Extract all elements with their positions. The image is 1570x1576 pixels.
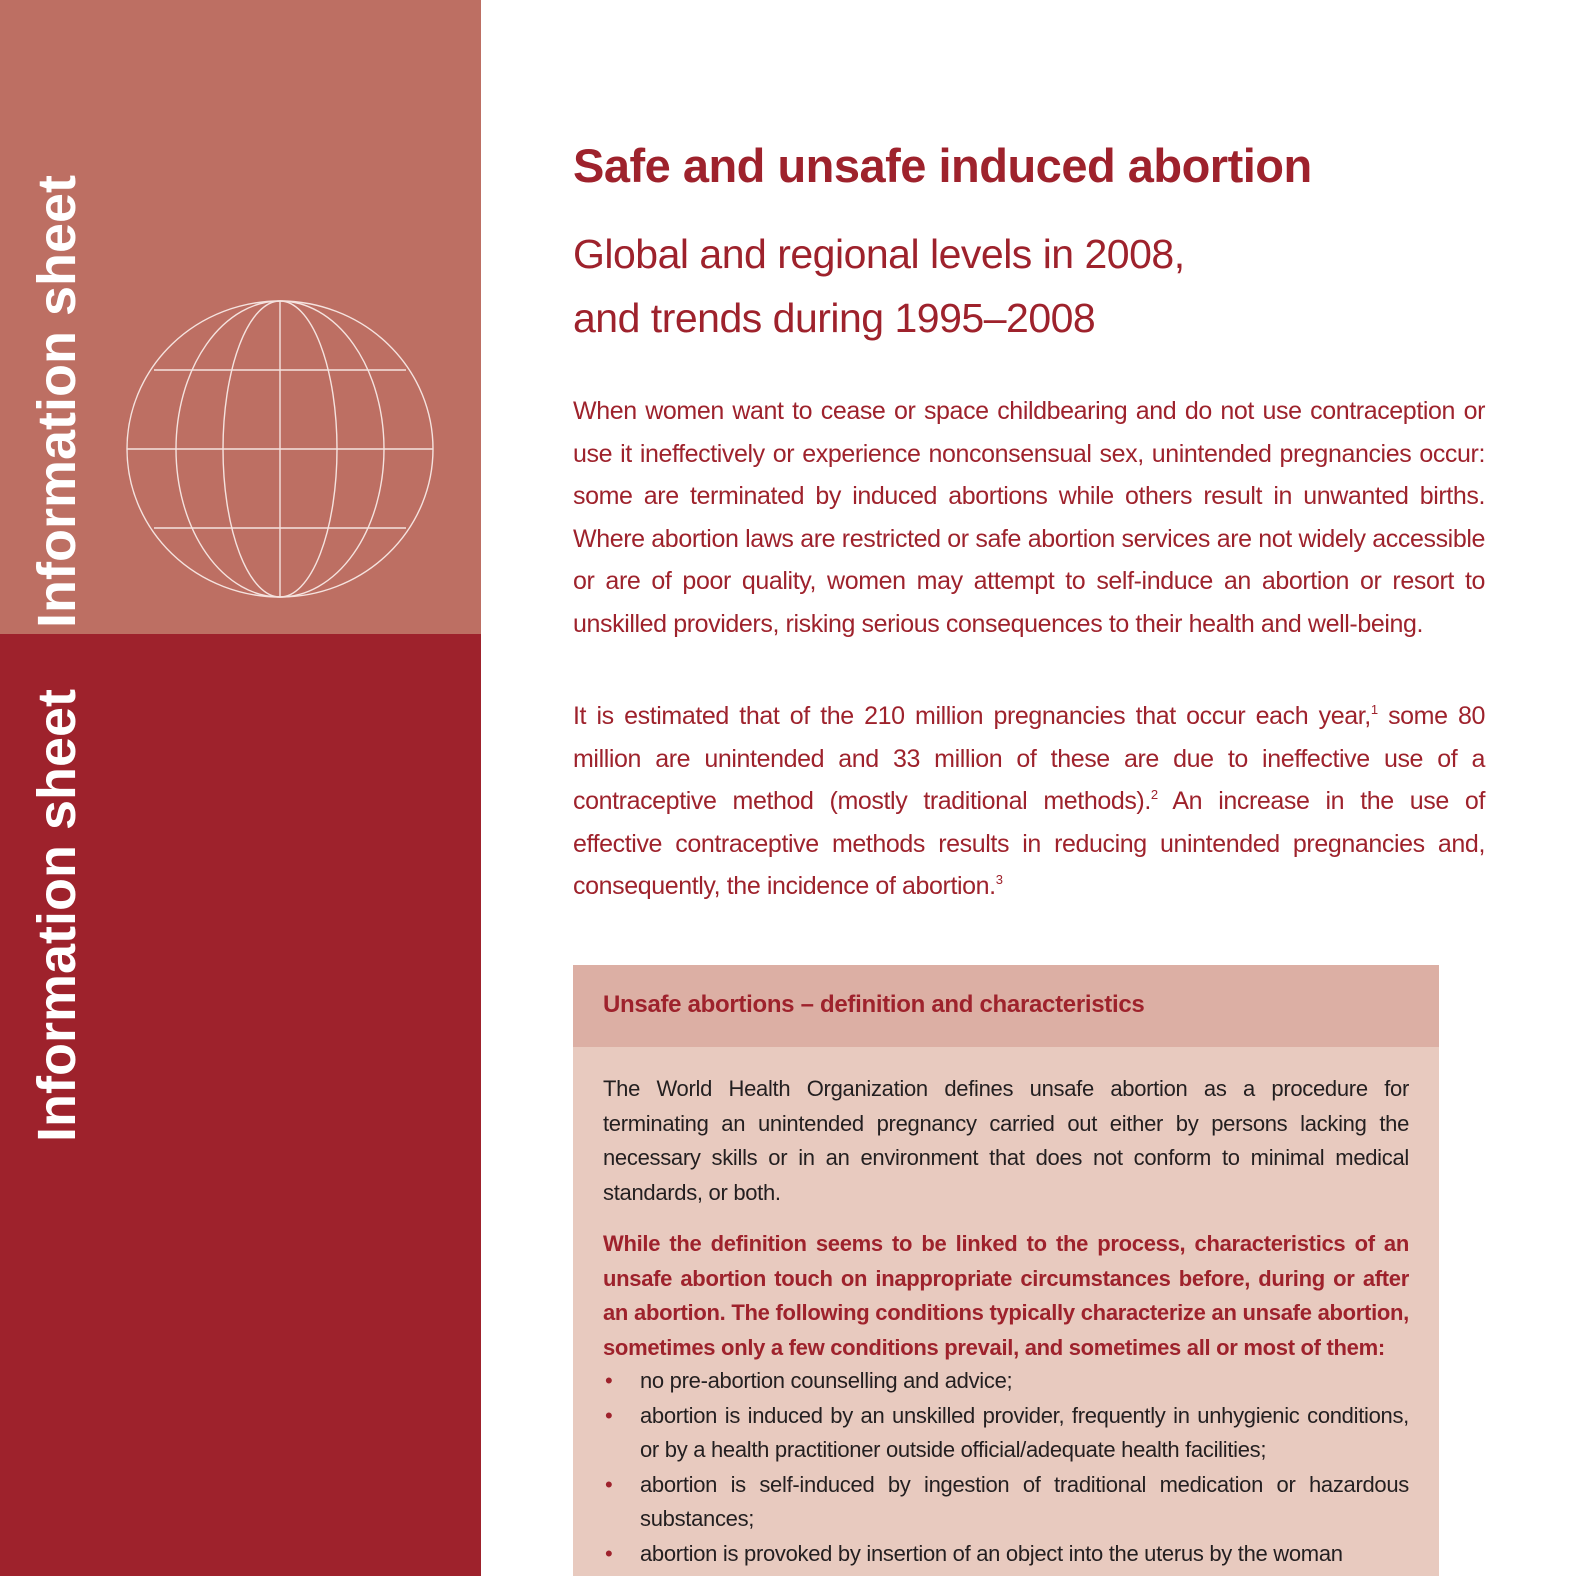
subtitle-line-2: and trends during 1995–2008	[573, 295, 1096, 341]
list-item-text: no pre-abortion counselling and advice;	[640, 1368, 1013, 1393]
statistics-text-1: It is estimated that of the 210 million pregnancies that occur each year,	[573, 702, 1371, 730]
bullet-icon: •	[605, 1540, 613, 1566]
list-item	[603, 1468, 1409, 1537]
footnote-ref-3: 3	[995, 872, 1003, 887]
bullet-icon: •	[605, 1471, 613, 1497]
subtitle-line-1: Global and regional levels in 2008,	[573, 231, 1185, 277]
list-item	[603, 1399, 1409, 1468]
intro-paragraph: When women want to cease or space childbearing and do not use contraception or use it ineffectively or experience nonconsensual sex, unintended pregnancies occur: some are terminated by induced abortions while others result in unwanted births. Where abortion laws are restricted or safe abortion services are not widely accessible or are of poor quality, women may attempt to self-induce an abortion or resort to unskilled providers, risking serious consequences to their health and well-being.	[573, 397, 1485, 638]
sidebar-bottom-label: Information sheet	[27, 688, 87, 1142]
characteristics-list	[603, 1364, 1409, 1571]
list-item	[603, 1364, 1409, 1399]
globe-icon	[124, 298, 436, 600]
bullet-icon: •	[605, 1368, 613, 1393]
document-subtitle	[573, 222, 1185, 350]
statistics-text-2: some 80 million are unintended and 33 million of these are due to ineffective use of a contraceptive method (mostly traditional methods).	[573, 702, 1485, 815]
definition-box-heading: Unsafe abortions – definition and characteristics	[603, 991, 1145, 1018]
characteristics-intro-paragraph: While the definition seems to be linked to the process, characteristics of an unsafe abortion touch on inappropriate circumstances before, during or after an abortion. The following conditions typically characterize an unsafe abortion, sometimes only a few conditions prevail, and sometimes all or most of them:	[603, 1231, 1409, 1360]
statistics-text-3: An increase in the use of effective contraceptive methods results in reducing unintended pregnancies and, consequently, the incidence of abortion.	[573, 787, 1485, 900]
statistics-paragraph	[573, 695, 1485, 908]
definition-box-header	[573, 965, 1439, 1047]
footnote-ref-1: 1	[1370, 702, 1378, 717]
list-item-text: abortion is self-induced by ingestion of traditional medication or hazardous substances;	[640, 1471, 1409, 1531]
list-item-text: abortion is induced by an unskilled provider, frequently in unhygienic conditions, or by a health practitioner outside official/adequate health facilities;	[640, 1402, 1409, 1462]
footnote-ref-2: 2	[1150, 787, 1158, 802]
document-title: Safe and unsafe induced abortion	[573, 139, 1312, 192]
bullet-icon: •	[605, 1402, 613, 1428]
who-definition-paragraph: The World Health Organization defines unsafe abortion as a procedure for terminating an unintended pregnancy carried out either by persons lacking the necessary skills or in an environment that does not conform to minimal medical standards, or both.	[603, 1076, 1409, 1205]
list-item	[603, 1537, 1409, 1572]
list-item-text: abortion is provoked by insertion of an object into the uterus by the woman	[640, 1540, 1343, 1566]
sidebar-top-label: Information sheet	[27, 174, 87, 628]
definition-box-body	[573, 1047, 1439, 1576]
